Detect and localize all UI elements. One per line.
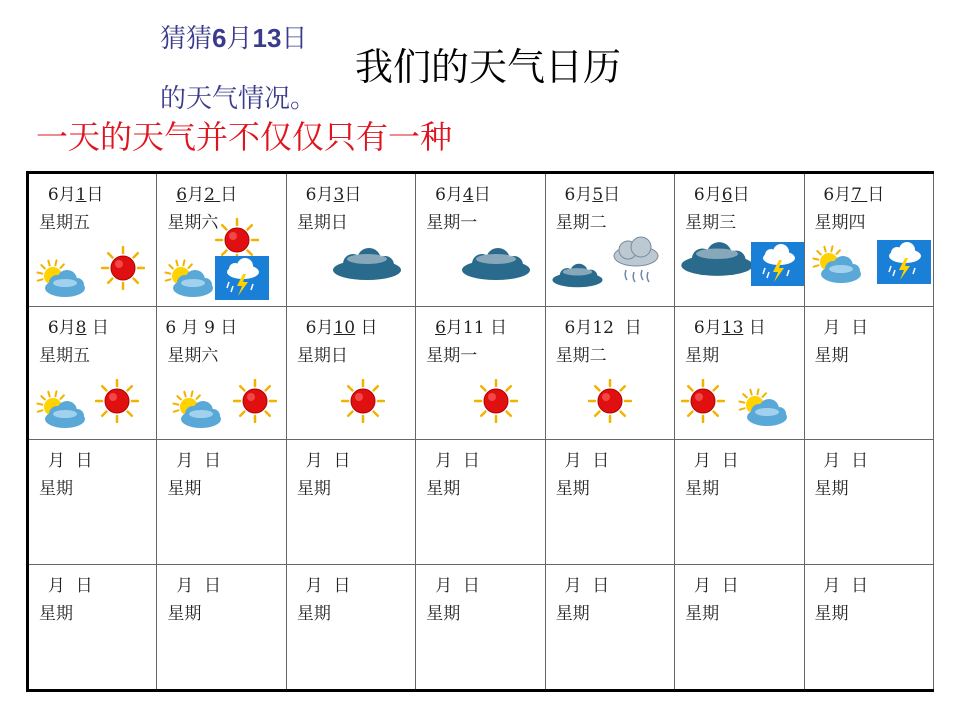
- calendar-day-cell: [545, 565, 674, 691]
- dark-cloud-icon: [675, 240, 755, 278]
- calendar-day-cell: [804, 307, 933, 440]
- weather-icons: [422, 246, 544, 306]
- weather-icons: [422, 512, 544, 565]
- cell-weekday: 星期一: [426, 213, 478, 233]
- cell-date: 月 日: [435, 451, 480, 471]
- weather-icons: [293, 512, 415, 565]
- cell-date: 月 日: [305, 576, 351, 596]
- cloudy-sun-icon: [35, 387, 89, 431]
- cell-weekday: 星期: [426, 604, 461, 624]
- weather-icons: [35, 246, 156, 306]
- cell-date: 6月2 日: [176, 185, 238, 205]
- cell-weekday: 星期: [685, 346, 720, 366]
- weather-icons: [422, 637, 544, 691]
- cell-weekday: 星期六: [167, 346, 219, 366]
- cloudy-sun-icon: [163, 256, 217, 300]
- thunderstorm-icon: [215, 256, 269, 300]
- sun-icon: [341, 379, 385, 423]
- cell-weekday: 星期五: [39, 346, 90, 366]
- calendar-day-cell: [286, 173, 415, 307]
- cell-weekday: 星期: [814, 604, 849, 624]
- weather-icons: [163, 379, 285, 439]
- calendar-day-cell: [28, 307, 157, 440]
- cell-date: 月 日: [176, 451, 222, 471]
- cell-weekday: 星期: [814, 479, 849, 499]
- weather-calendar-table: [26, 171, 934, 692]
- sun-icon: [588, 379, 632, 423]
- weather-icons: [163, 512, 285, 565]
- calendar-row: [28, 440, 934, 565]
- cell-weekday: 星期一: [426, 346, 478, 366]
- guess-question-line1: 猜猜6月13日: [160, 23, 308, 54]
- weather-icons: [811, 246, 933, 306]
- cell-date: 6月1日: [47, 185, 104, 205]
- cell-date: 6月13 日: [693, 318, 766, 338]
- calendar-day-cell: [416, 173, 545, 307]
- cell-weekday: 星期: [39, 479, 73, 499]
- weather-icons: [422, 379, 544, 439]
- weather-icons: [681, 379, 803, 439]
- cell-date: 月 日: [435, 576, 480, 596]
- cell-weekday: 星期: [426, 479, 461, 499]
- calendar-day-cell: [675, 440, 804, 565]
- cell-weekday: 星期: [167, 604, 202, 624]
- cell-weekday: 星期二: [555, 346, 607, 366]
- cell-date: 月 日: [693, 576, 739, 596]
- weather-icons: [681, 637, 803, 691]
- cell-date: 6月7 日: [823, 185, 885, 205]
- calendar-day-cell: [675, 565, 804, 691]
- cell-weekday: 星期: [685, 604, 720, 624]
- calendar-day-cell: [675, 307, 804, 440]
- cell-weekday: 星期: [685, 479, 720, 499]
- sun-icon: [681, 379, 725, 423]
- calendar-row: [28, 307, 934, 440]
- weather-icons: [35, 379, 156, 439]
- cell-date: 6 月 9 日: [165, 318, 238, 338]
- cell-date: 6月6日: [693, 185, 750, 205]
- weather-icons: [681, 512, 803, 565]
- cell-date: 6月12 日: [564, 318, 642, 338]
- calendar-day-cell: [804, 565, 933, 691]
- weather-icons: [35, 512, 156, 565]
- weather-icons: [681, 246, 803, 306]
- weather-icons: [811, 637, 933, 691]
- cloudy-sun-icon: [35, 256, 89, 300]
- cloudy-sun-icon: [811, 242, 865, 286]
- calendar-day-cell: [675, 173, 804, 307]
- sun-icon: [233, 379, 277, 423]
- sun-icon: [101, 246, 145, 290]
- weather-icons: [35, 637, 156, 691]
- calendar-day-cell: [286, 440, 415, 565]
- cell-weekday: 星期: [296, 479, 331, 499]
- cell-date: 6月4日: [435, 185, 491, 205]
- cell-date: 月 日: [47, 576, 93, 596]
- calendar-day-cell: [28, 565, 157, 691]
- calendar-day-cell: [545, 307, 674, 440]
- weather-icons: [552, 379, 674, 439]
- calendar-day-cell: [157, 440, 286, 565]
- calendar-day-cell: [545, 440, 674, 565]
- cell-date: 月 日: [823, 318, 869, 338]
- dark-cloud-icon: [548, 262, 604, 289]
- sun-icon: [95, 379, 139, 423]
- calendar-day-cell: [804, 440, 933, 565]
- cell-weekday: 星期四: [814, 213, 866, 233]
- calendar-day-cell: [416, 307, 545, 440]
- cell-weekday: 星期: [555, 479, 590, 499]
- cell-weekday: 星期日: [296, 213, 348, 233]
- page-subtitle: 一天的天气并不仅仅只有一种: [36, 118, 453, 156]
- cell-weekday: 星期六: [167, 213, 219, 233]
- cell-date: 6月11 日: [435, 318, 507, 338]
- cell-weekday: 星期: [296, 604, 331, 624]
- cell-weekday: 星期: [814, 346, 849, 366]
- calendar-day-cell: [545, 173, 674, 307]
- calendar-day-cell: [416, 440, 545, 565]
- cell-date: 6月8 日: [47, 318, 109, 338]
- weather-icons: [811, 379, 933, 439]
- cell-weekday: 星期: [555, 604, 590, 624]
- cell-date: 月 日: [564, 576, 610, 596]
- sun-icon: [474, 379, 518, 423]
- weather-icons: [552, 637, 674, 691]
- guess-question-line2: 的天气情况。: [160, 84, 317, 114]
- weather-icons: [293, 379, 415, 439]
- cell-date: 6月10 日: [305, 318, 378, 338]
- weather-icons: [163, 246, 285, 306]
- calendar-day-cell: [804, 173, 933, 307]
- page-title: 我们的天气日历: [355, 45, 622, 89]
- rain-cloud-icon: [608, 236, 666, 290]
- dark-cloud-icon: [327, 246, 403, 282]
- cell-date: 6月3日: [305, 185, 362, 205]
- cell-weekday: 星期: [167, 479, 202, 499]
- weather-icons: [552, 512, 674, 565]
- calendar-row: [28, 565, 934, 691]
- cloudy-sun-icon: [737, 385, 791, 429]
- calendar-day-cell: [28, 440, 157, 565]
- calendar-day-cell: [286, 565, 415, 691]
- weather-icons: [163, 637, 285, 691]
- calendar-day-cell: [157, 307, 286, 440]
- weather-icons: [293, 246, 415, 306]
- dark-cloud-icon: [456, 246, 532, 282]
- cell-date: 月 日: [176, 576, 222, 596]
- cell-date: 月 日: [47, 451, 93, 471]
- thunderstorm-icon: [877, 240, 931, 284]
- cloudy-sun-icon: [171, 387, 225, 431]
- calendar-day-cell: [28, 173, 157, 307]
- calendar-row: [28, 173, 934, 307]
- calendar-day-cell: [157, 173, 286, 307]
- calendar-day-cell: [157, 565, 286, 691]
- cell-weekday: 星期三: [685, 213, 737, 233]
- weather-icons: [552, 246, 674, 306]
- calendar-day-cell: [286, 307, 415, 440]
- cell-date: 月 日: [823, 451, 869, 471]
- cell-date: 6月5日: [564, 185, 621, 205]
- cell-date: 月 日: [693, 451, 739, 471]
- thunderstorm-icon: [751, 242, 804, 286]
- cell-date: 月 日: [823, 576, 869, 596]
- weather-icons: [811, 512, 933, 565]
- cell-weekday: 星期五: [39, 213, 90, 233]
- cell-date: 月 日: [305, 451, 351, 471]
- weather-icons: [293, 637, 415, 691]
- calendar-day-cell: [416, 565, 545, 691]
- cell-date: 月 日: [564, 451, 610, 471]
- cell-weekday: 星期日: [296, 346, 348, 366]
- cell-weekday: 星期: [39, 604, 73, 624]
- cell-weekday: 星期二: [555, 213, 607, 233]
